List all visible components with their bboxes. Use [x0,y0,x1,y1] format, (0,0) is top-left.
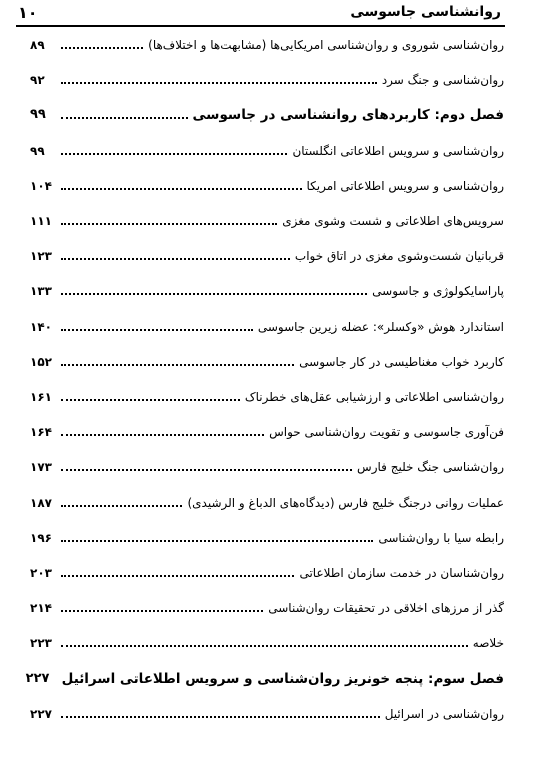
toc-page-number: ۱۷۳ [30,460,52,475]
toc-section-row [30,383,504,405]
toc-section-row [30,489,504,511]
dot-leader [61,153,287,155]
toc-section-row [30,66,504,88]
dot-leader [61,188,302,190]
toc-entry-title: روان‌شناسی شوروی و روان‌شناسی امریکایی‌ها (مشابهت‌ها و اختلاف‌ها) [148,38,504,52]
toc-page-number: ۲۰۳ [30,566,52,580]
dot-leader [61,293,367,295]
toc-section-row [30,137,504,159]
toc-section-row [30,207,504,229]
toc-section-row [30,172,504,194]
toc-entry-title: روان‌شناسی و سرویس اطلاعاتی امریکا [306,178,504,193]
toc-page-number: ۱۸۷ [30,495,52,510]
toc-section-row [30,594,504,616]
toc-section-row [30,524,504,546]
toc-section-row [30,313,504,335]
dot-leader [61,645,468,647]
toc-section-row [30,453,504,475]
page-number: ۱۰ [18,3,38,22]
toc-entry-title: روان‌شناسی اطلاعاتی و ارزشیابی عقل‌های خطرناک [244,390,504,404]
toc-entry-title: استاندارد هوش «وکسلر»: عضله زیرین جاسوسی [257,319,504,334]
running-title: روانشناسی جاسوسی [350,4,501,20]
dot-leader [61,575,294,577]
dot-leader [61,399,240,401]
toc-section-row [30,31,504,53]
toc-entry-title: گذر از مرزهای اخلاقی در تحقیقات روان‌شناسی [268,601,504,616]
toc-entry-title: خلاصه [472,636,504,651]
toc-section-row [30,629,504,651]
toc-entry-title: روان‌شناسی جنگ خلیج فارس [357,460,504,475]
dot-leader [61,364,294,366]
toc-entry-title: فصل سوم: پنجه خونریز روان‌شناسی و سرویس اطلاعاتی اسرائیل [61,670,504,687]
toc-page-number: ۹۹ [30,107,46,123]
toc-chapter-row [30,101,504,123]
dot-leader [61,47,143,49]
dot-leader [61,540,373,542]
toc-section-row [30,277,504,299]
dot-leader [61,610,263,612]
toc-entry-title: روان‌شناسان در خدمت سازمان اطلاعاتی [299,566,504,580]
dot-leader [61,82,377,84]
toc-entry-title: پاراسایکولوژی و جاسوسی [372,284,504,299]
toc-page-number: ۱۰۴ [30,178,52,193]
toc-entry-title: فن‌آوری جاسوسی و تقویت روان‌شناسی حواس [269,425,504,440]
toc-entry-title: روان‌شناسی در اسرائیل [384,706,504,721]
toc-page-number: ۱۶۴ [30,425,52,440]
toc-page-number: ۲۲۳ [30,636,52,651]
toc-entry-title: روان‌شناسی و جنگ سرد [381,73,504,88]
toc-section-row [30,700,504,722]
toc-page-number: ۱۱۱ [30,214,52,228]
toc-entry-title: کاربرد خواب مغناطیسی در کار جاسوسی [299,354,504,369]
toc-page-number: ۲۱۴ [30,601,52,616]
toc-entry-title: رابطه سیا با روان‌شناسی [378,530,504,545]
dot-leader [61,117,188,119]
toc-page-number: ۱۲۳ [30,249,52,264]
toc-page-number: ۲۲۷ [30,706,52,721]
toc-page-number: ۹۹ [30,143,45,158]
toc-section-row [30,559,504,581]
toc-page-number: ۱۹۶ [30,530,52,545]
dot-leader [61,329,253,331]
toc-page-number: ۱۳۳ [30,284,52,299]
toc-page-number: ۱۵۲ [30,354,52,369]
dot-leader [61,223,277,225]
toc-page-number: ۹۲ [30,73,45,88]
toc-entry-title: عملیات روانی درجنگ خلیج فارس (دیدگاه‌های الدباغ و الرشیدی) [187,495,504,510]
toc-chapter-row [25,665,504,687]
toc-entry-title: روان‌شناسی و سرویس اطلاعاتی انگلستان [292,143,504,158]
toc-page-number: ۸۹ [30,38,45,52]
toc-section-row [30,418,504,440]
dot-leader [61,716,380,718]
dot-leader [61,434,264,436]
toc-page-number: ۲۲۷ [25,670,50,686]
toc-entry-title: فصل دوم: کاربردهای روانشناسی در جاسوسی [192,107,504,124]
dot-leader [61,505,182,507]
dot-leader [61,258,290,260]
dot-leader [61,469,352,471]
toc-section-row [30,242,504,264]
toc-entry-title: سرویس‌های اطلاعاتی و شست وشوی مغزی [282,214,504,228]
toc-entry-title: قربانیان شست‌وشوی مغزی در اتاق خواب [294,249,504,264]
toc-page-number: ۱۶۱ [30,390,52,404]
toc-page-number: ۱۴۰ [30,319,52,334]
toc-section-row [30,348,504,370]
